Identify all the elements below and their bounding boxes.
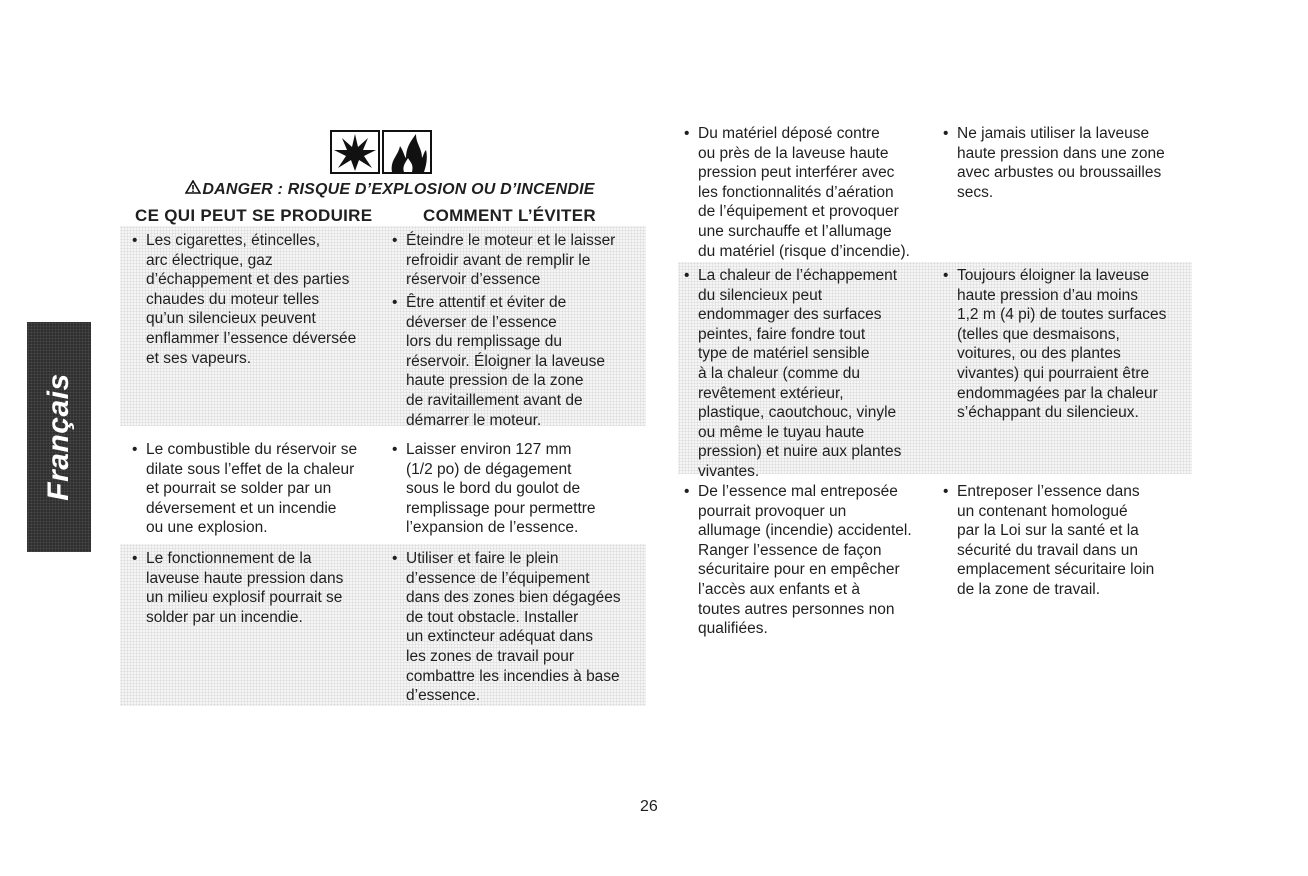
remedy-text: Ne jamais utiliser la laveuse haute pression dans une zone avec arbustes ou broussailles secs.	[957, 125, 1165, 201]
language-tab-label: Français	[42, 373, 75, 501]
hazard-item	[684, 482, 934, 639]
hazard-text: Le fonctionnement de la laveuse haute pression dans un milieu explosif pourrait se solder par un incendie.	[146, 550, 344, 626]
hazard-text: Le combustible du réservoir se dilate sous l’effet de la chaleur et pourrait se solder par un déversement et un incendie ou une explosion.	[146, 441, 358, 537]
bullet: •	[132, 232, 138, 249]
hazard-pictograms	[330, 130, 432, 174]
bullet: •	[392, 550, 398, 567]
danger-title	[150, 180, 630, 199]
hazard-text: De l’essence mal entreposée pourrait provoquer un allumage (incendie) accidentel. Ranger l’essence de façon sécuritaire pour en empêcher l’accès aux enfants et à toutes autres personnes non qualifiées.	[698, 483, 912, 638]
remedy-item	[392, 231, 646, 290]
bullet: •	[943, 267, 949, 284]
page-number: 26	[640, 798, 658, 815]
bullet: •	[684, 125, 690, 142]
remedy-text: Toujours éloigner la laveuse haute pression d’au moins 1,2 m (4 pi) de toutes surfaces (telles que desmaisons, voitures, ou des plantes vivantes) qui pourraient être endommagées par la chaleur s’échappant du silencieux.	[957, 267, 1167, 422]
bullet: •	[392, 294, 398, 311]
bullet: •	[132, 550, 138, 567]
bullet: •	[943, 125, 949, 142]
remedy-item	[943, 482, 1193, 600]
hazard-text: La chaleur de l’échappement du silencieux peut endommager des surfaces peintes, faire fondre tout type de matériel sensible à la chaleur (comme du revêtement extérieur, plastique, caoutchouc, vinyle ou même le tuyau haute pression) et nuire aux plantes vivantes.	[698, 267, 902, 480]
hazard-text: Les cigarettes, étincelles, arc électrique, gaz d’échappement et des parties chaudes du moteur telles qu’un silencieux peuvent enflammer l’essence déversée et ses vapeurs.	[146, 232, 357, 367]
remedy-item	[392, 293, 646, 430]
hazard-item	[132, 231, 386, 368]
language-side-tab	[27, 322, 91, 552]
alert-triangle-icon	[185, 180, 201, 194]
bullet: •	[684, 267, 690, 284]
fire-icon	[382, 130, 432, 174]
remedy-text: Utiliser et faire le plein d’essence de l’équipement dans des zones bien dégagées de tout obstacle. Installer un extincteur adéquat dans les zones de travail pour combattre les incendies à base d’essence.	[406, 550, 621, 705]
hazard-text: Du matériel déposé contre ou près de la laveuse haute pression peut interférer avec les fonctionnalités d’aération de l’équipement et provoquer une surchauffe et l’allumage du matériel (risque d’incendie).	[698, 125, 910, 260]
remedy-item	[392, 440, 646, 538]
column-header-prevention: COMMENT L’ÉVITER	[423, 206, 596, 225]
remedy-item	[392, 549, 646, 706]
danger-title-text: DANGER : RISQUE D’EXPLOSION OU D’INCENDIE	[202, 181, 595, 198]
remedy-text: Être attentif et éviter de déverser de l’essence lors du remplissage du réservoir. Éloigner la laveuse haute pression de la zone de ravitaillement avant de démarrer le moteur.	[406, 294, 606, 429]
bullet: •	[392, 441, 398, 458]
remedy-text: Entreposer l’essence dans un contenant homologué par la Loi sur la santé et la sécurité du travail dans un emplacement sécuritaire loin de la zone de travail.	[957, 483, 1155, 598]
hazard-item	[132, 440, 386, 538]
remedy-text: Éteindre le moteur et le laisser refroidir avant de remplir le réservoir d’essence	[406, 232, 616, 289]
hazard-item	[132, 549, 386, 627]
remedy-item	[943, 266, 1193, 423]
bullet: •	[132, 441, 138, 458]
hazard-item	[684, 124, 934, 261]
bullet: •	[684, 483, 690, 500]
bullet: •	[943, 483, 949, 500]
explosion-icon	[330, 130, 380, 174]
remedy-item	[943, 124, 1193, 202]
hazard-item	[684, 266, 934, 482]
remedy-text: Laisser environ 127 mm (1/2 po) de dégagement sous le bord du goulot de remplissage pour permettre l’expansion de l’essence.	[406, 441, 596, 537]
bullet: •	[392, 232, 398, 249]
column-header-hazard: CE QUI PEUT SE PRODUIRE	[135, 206, 373, 225]
